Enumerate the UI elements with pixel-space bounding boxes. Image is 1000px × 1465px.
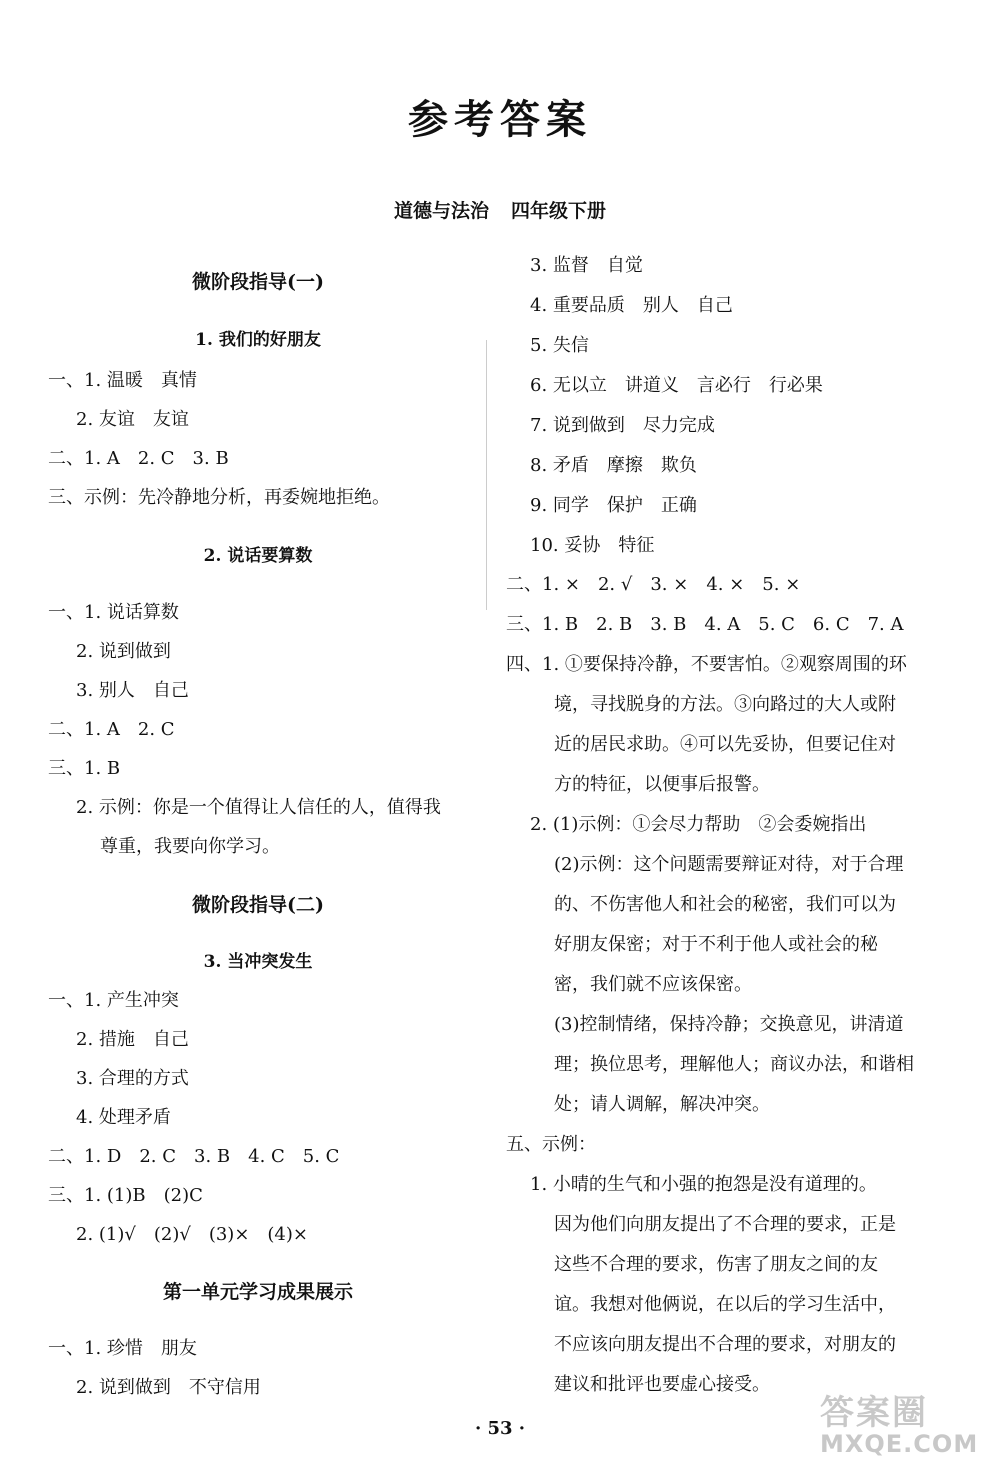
answer-line: 建议和批评也要虚心接受。 [554, 1374, 770, 1395]
section-heading: 微阶段指导(一) [192, 271, 324, 293]
answer-line: 2. (1)示例：①会尽力帮助 ②会委婉指出 [530, 814, 867, 835]
answer-line: 二、1. A 2. C 3. B [48, 448, 229, 469]
answer-line: 一、1. 珍惜 朋友 [48, 1338, 197, 1359]
watermark-line1: 答案圈 [820, 1393, 928, 1433]
answer-line: 好朋友保密；对于不利于他人或社会的秘 [554, 934, 878, 955]
answer-line: 4. 处理矛盾 [76, 1107, 171, 1128]
answer-line: 2. 措施 自己 [76, 1029, 189, 1050]
answer-line: 方的特征，以便事后报警。 [554, 774, 770, 795]
answer-line: 2. 说到做到 不守信用 [76, 1377, 261, 1398]
section-heading: 3. 当冲突发生 [203, 952, 313, 972]
grade-label: 四年级下册 [511, 200, 607, 222]
answer-line: (2)示例：这个问题需要辩证对待，对于合理 [554, 854, 904, 875]
subtitle [0, 196, 1000, 223]
answer-line: 二、1. × 2. √ 3. × 4. × 5. × [506, 574, 801, 595]
answer-line: 四、1. ①要保持冷静，不要害怕。②观察周围的环 [506, 654, 907, 675]
watermark-logo [820, 1385, 985, 1458]
answer-line: 不应该向朋友提出不合理的要求，对朋友的 [554, 1334, 896, 1355]
answer-line: 一、1. 温暖 真情 [48, 370, 197, 391]
answer-line: 7. 说到做到 尽力完成 [530, 415, 715, 436]
answer-line: 10. 妥协 特征 [530, 535, 655, 556]
answer-line: 1. 小晴的生气和小强的抱怨是没有道理的。 [530, 1174, 877, 1195]
answer-line: 2. 示例：你是一个值得让人信任的人，值得我 [76, 797, 441, 818]
answer-line: 6. 无以立 讲道义 言必行 行必果 [530, 375, 823, 396]
page-number: · 53 · [474, 1418, 526, 1439]
answer-line: 的、不伤害他人和社会的秘密，我们可以为 [554, 894, 896, 915]
answer-line: 3. 别人 自己 [76, 680, 189, 701]
answer-line: 二、1. A 2. C [48, 719, 175, 740]
answer-line: 五、示例： [506, 1134, 596, 1155]
answer-line: 一、1. 产生冲突 [48, 990, 179, 1011]
answer-line: 处；请人调解，解决冲突。 [554, 1094, 770, 1115]
answer-line: 三、1. (1)B (2)C [48, 1185, 203, 1206]
answer-line: 2. 友谊 友谊 [76, 409, 189, 430]
watermark-line2: MXQE.COM [820, 1430, 979, 1458]
section-heading: 1. 我们的好朋友 [195, 330, 321, 350]
answer-line: 9. 同学 保护 正确 [530, 495, 697, 516]
section-heading: 第一单元学习成果展示 [162, 1281, 353, 1303]
answer-line: 谊。我想对他俩说，在以后的学习生活中， [554, 1294, 896, 1315]
answer-line: 三、示例：先冷静地分析，再委婉地拒绝。 [48, 487, 390, 508]
answer-line: 密，我们就不应该保密。 [554, 974, 752, 995]
section-heading: 2. 说话要算数 [203, 546, 313, 566]
answer-line: 三、1. B 2. B 3. B 4. A 5. C 6. C 7. A [506, 614, 904, 635]
answer-line: 2. (1)√ (2)√ (3)× (4)× [76, 1224, 308, 1245]
answer-line: 5. 失信 [530, 335, 589, 356]
answer-line: 这些不合理的要求，伤害了朋友之间的友 [554, 1254, 878, 1275]
answer-line: 二、1. D 2. C 3. B 4. C 5. C [48, 1146, 340, 1167]
answer-line: 境，寻找脱身的方法。③向路过的大人或附 [554, 694, 896, 715]
answer-line: 因为他们向朋友提出了不合理的要求，正是 [554, 1214, 896, 1235]
answer-line: 2. 说到做到 [76, 641, 171, 662]
answer-line: 一、1. 说话算数 [48, 602, 179, 623]
section-heading: 微阶段指导(二) [192, 894, 324, 916]
answer-line: 3. 监督 自觉 [530, 255, 643, 276]
answer-line: 近的居民求助。④可以先妥协，但要记住对 [554, 734, 896, 755]
subject-label: 道德与法治 [393, 200, 489, 222]
answer-line: 理；换位思考，理解他人；商议办法，和谐相 [554, 1054, 914, 1075]
answer-line: 4. 重要品质 别人 自己 [530, 295, 733, 316]
column-divider [486, 340, 487, 610]
answer-line: 尊重，我要向你学习。 [100, 836, 280, 857]
answer-line: 8. 矛盾 摩擦 欺负 [530, 455, 697, 476]
answer-line: 三、1. B [48, 758, 121, 779]
answer-line: 3. 合理的方式 [76, 1068, 189, 1089]
answer-line: (3)控制情绪，保持冷静；交换意见，讲清道 [554, 1014, 904, 1035]
main-title: 参考答案 [408, 96, 592, 143]
